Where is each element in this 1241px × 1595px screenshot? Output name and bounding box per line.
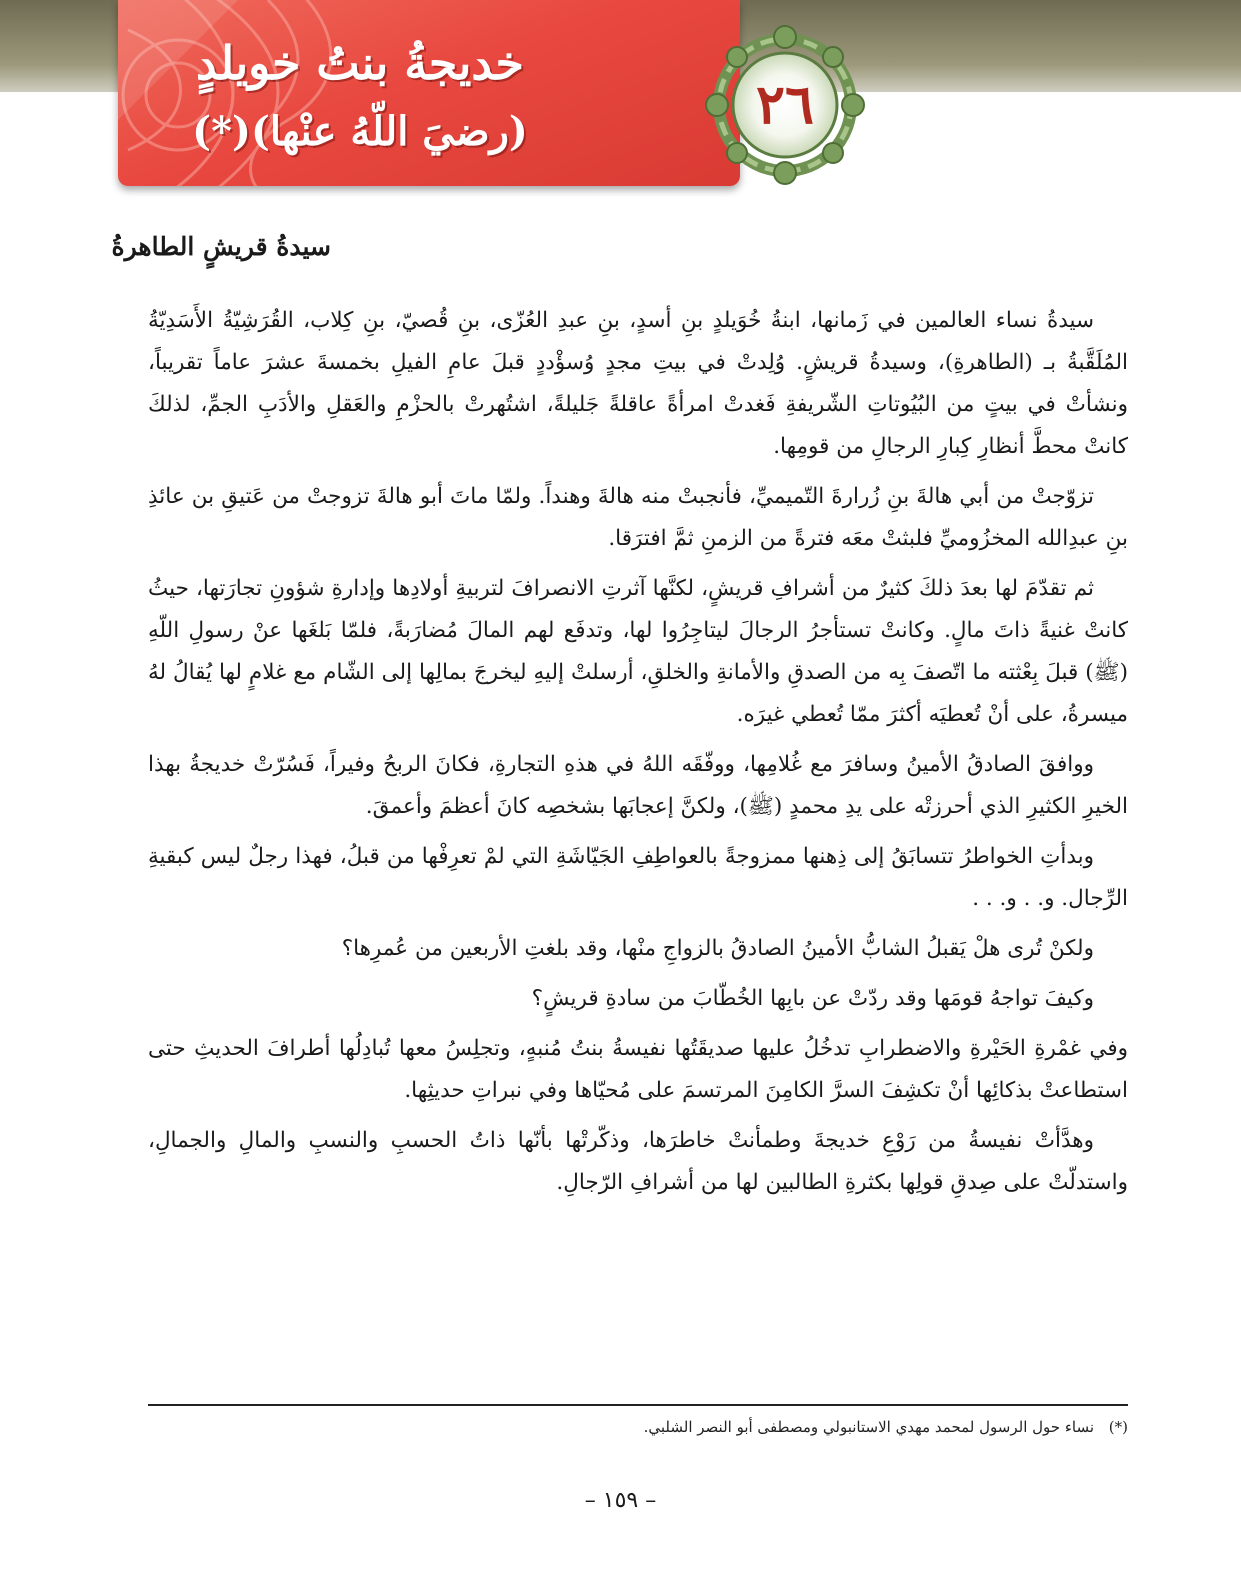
paragraph: وفي غمْرةِ الحَيْرةِ والاضطرابِ تدخُلُ عليها صديقَتُها نفيسةُ بنتُ مُنبهٍ، وتجلِسُ معها تُبادِلُها أطرافَ الحديثِ حتى استطاعتْ بذكائِها أنْ تكشِفَ السرَّ الكامِنَ المرتسمَ على مُحيّاها وفي نبراتِ حديثِها. (148, 1036, 1128, 1103)
paragraph: وكيفَ تواجهُ قومَها وقد ردّتْ عن بابِها الخُطّابَ من سادةِ قريشٍ؟ (531, 986, 1094, 1011)
paragraph: تزوّجتْ من أبي هالةَ بنِ زُرارةَ التّميميِّ، فأنجبتْ منه هالةَ وهنداً. ولمّا ماتَ أبو هالةَ تزوجتْ من عَتيقِ بن عائذِ بنِ عبدِالله المخزُوميِّ فلبثتْ معَه فترةً من الزمنِ ثمَّ افترَقا. (148, 484, 1128, 551)
page-number: – ١٥٩ – (584, 1488, 657, 1513)
chapter-subtitle: (رضيَ اللّهُ عنْها)(*) (192, 108, 528, 155)
paragraph: وبدأتِ الخواطرُ تتسابَقُ إلى ذِهنها ممزوجةً بالعواطِفِ الجَيّاشَةِ التي لمْ تعرِفْها من قبلُ، فهذا رجلٌ ليس كبقيةِ الرِّجال. و. . و. . . (148, 844, 1128, 911)
paragraph: ولكنْ تُرى هلْ يَقبلُ الشابُّ الأمينُ الصادقُ بالزواجِ منْها، وقد بلغتِ الأربعين من عُمرِها؟ (341, 936, 1094, 961)
section-heading: سيدةُ قريشٍ الطاهرةُ (111, 232, 331, 261)
title-banner (118, 0, 740, 186)
footnote (148, 1418, 1128, 1436)
footnote-divider (148, 1404, 1128, 1406)
chapter-badge (690, 25, 880, 185)
chapter-number: ٢٦ (755, 72, 814, 136)
article-body (148, 300, 1128, 1212)
chapter-title: خديجةُ بنتُ خويلدٍ (196, 36, 524, 90)
footnote-text: نساء حول الرسول لمحمد مهدي الاستانبولي ومصطفى أبو النصر الشلبي. (643, 1418, 1094, 1436)
paragraph: ووافقَ الصادقُ الأمينُ وسافرَ مع غُلامِها، ووفّقَه اللهُ في هذهِ التجارةِ، فكانَ الربحُ وفيراً، فَسُرّتْ خديجةُ بهذا الخيرِ الكثيرِ الذي أحرزتْه على يدِ محمدٍ (ﷺ)، ولكنَّ إعجابَها بشخصِه كانَ أعظمَ وأعمقَ. (148, 752, 1128, 819)
paragraph: وهدَّأتْ نفيسةُ من رَوْعِ خديجةَ وطمأنتْ خاطرَها، وذكّرتْها بأنّها ذاتُ الحسبِ والنسبِ والمالِ والجمالِ، واستدلّتْ على صِدقِ قولِها بكثرةِ الطالبين لها من أشرافِ الرّجالِ. (148, 1128, 1128, 1195)
paragraph: سيدةُ نساء العالمين في زَمانها، ابنةُ خُوَيلدٍ بنِ أسدٍ، بنِ عبدِ العُزّى، بنِ قُصيّ، بنِ كِلاب، القُرَشِيّةُ الأَسَدِيّةُ المُلَقَّبةُ بـ (الطاهرةِ)، وسيدةُ قريشٍ. وُلِدتْ في بيتِ مجدٍ وُسؤْددٍ قبلَ عامِ الفيلِ بخمسةَ عشرَ عاماً تقريباً، ونشأتْ في بيتٍ من البُيُوتاتِ الشّريفةِ فَغدتْ امرأةً عاقلةً جَليلةً، اشتُهرتْ بالحزْمِ والعَقلِ والأدَبِ الجمِّ، لذلكَ كانتْ محطَّ أنظارِ كِبارِ الرجالِ من قومِها. (148, 308, 1128, 459)
footnote-mark: (*) (1108, 1418, 1128, 1436)
paragraph: ثم تقدّمَ لها بعدَ ذلكَ كثيرٌ من أشرافِ قريشٍ، لكنَّها آثرتِ الانصرافَ لتربيةِ أولادِها وإدارةِ شؤونِ تجارَتها، حيثُ كانتْ غنيةً ذاتَ مالٍ. وكانتْ تستأجرُ الرجالَ ليتاجِرُوا لها، وتدفَع لهم المالَ مُضارَبةً، فلمّا بَلغَها عنْ رسولِ اللّهِ (ﷺ) قبلَ بِعْثته ما اتّصفَ بِه من الصدقِ والأمانةِ والخلقِ، أرسلتْ إليهِ ليخرجَ بمالِها إلى الشّام مع غلامٍ لها يُقالُ لهُ ميسرةُ، على أنْ تُعطيَه أكثرَ ممّا تُعطي غيرَه. (148, 576, 1128, 727)
arabesque-ornament-icon (118, 0, 740, 186)
